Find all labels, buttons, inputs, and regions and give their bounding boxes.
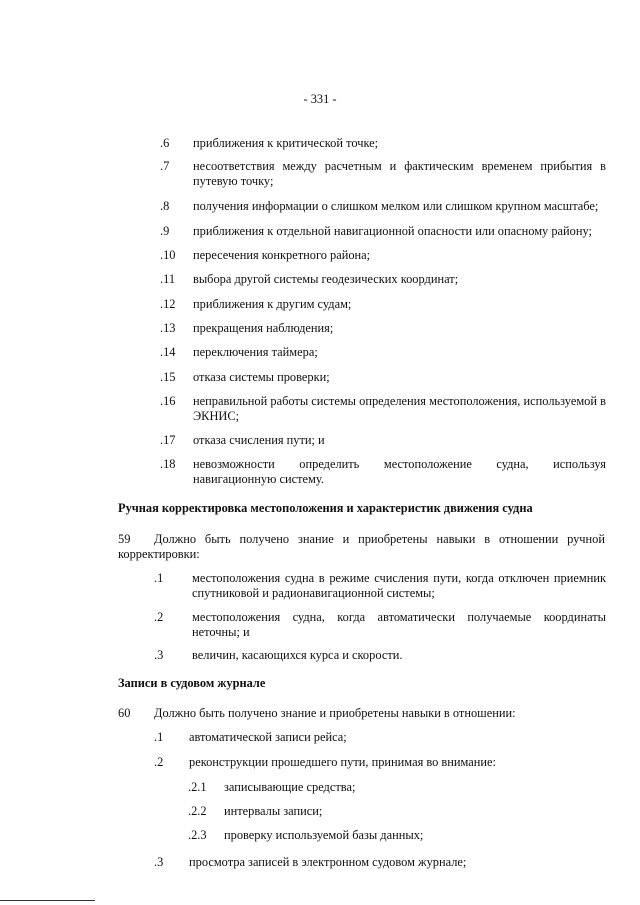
item-text: местоположения судна, когда автоматически получаемые координаты неточны; и <box>192 610 606 639</box>
item-text: отказа счисления пути; и <box>193 433 325 447</box>
item-number: .2 <box>154 755 164 769</box>
item-number: .10 <box>160 248 176 262</box>
item-text: получения информации о слишком мелком или слишком крупном масштабе; <box>193 199 599 213</box>
item-number: .12 <box>160 297 176 311</box>
item-text: пересечения конкретного района; <box>193 248 371 262</box>
item-text: неправильной работы системы определения местоположения, используемой в ЭКНИС; <box>193 394 606 423</box>
item-number: .8 <box>160 199 170 213</box>
item-number: .15 <box>160 370 176 384</box>
section-heading: Записи в судовом журнале <box>118 676 266 690</box>
item-number: .13 <box>160 321 176 335</box>
item-number: .1 <box>154 571 164 585</box>
item-number: .17 <box>160 433 176 447</box>
paragraph-text: Должно быть получено знание и приобретены навыки в отношении ручной корректировки: <box>118 532 605 561</box>
item-text: выбора другой системы геодезических координат; <box>193 272 459 286</box>
item-text: реконструкции прошедшего пути, принимая во внимание: <box>189 755 496 769</box>
item-number: .16 <box>160 394 176 408</box>
item-text: переключения таймера; <box>193 345 318 359</box>
item-text: величин, касающихся курса и скорости. <box>192 648 403 662</box>
item-number: .18 <box>160 457 176 471</box>
paragraph-60 <box>118 706 605 721</box>
item-text: прекращения наблюдения; <box>193 321 334 335</box>
item-text: просмотра записей в электронном судовом журнале; <box>189 855 467 869</box>
item-number: .6 <box>160 136 170 150</box>
item-number: .3 <box>154 855 164 869</box>
item-text: автоматической записи рейса; <box>189 730 347 744</box>
item-number: .2.1 <box>188 780 207 794</box>
section-heading: Ручная корректировка местоположения и характеристик движения судна <box>118 501 533 515</box>
item-text: несоответствия между расчетным и фактическим временем прибытия в путевую точку; <box>193 159 606 188</box>
item-text: приближения к отдельной навигационной опасности или опасному району; <box>193 224 592 238</box>
paragraph-number: 60 <box>118 706 131 720</box>
item-number: .1 <box>154 730 164 744</box>
item-text: интервалы записи; <box>224 804 323 818</box>
item-number: .2 <box>154 610 164 624</box>
item-number: .9 <box>160 224 170 238</box>
paragraph-text: Должно быть получено знание и приобретены навыки в отношении: <box>154 706 516 720</box>
item-number: .11 <box>160 272 176 286</box>
footnote-rule <box>0 900 95 901</box>
item-number: .2.3 <box>188 828 207 842</box>
item-text: записывающие средства; <box>224 780 356 794</box>
item-number: .14 <box>160 345 176 359</box>
item-text: проверку используемой базы данных; <box>224 828 424 842</box>
item-number: .7 <box>160 159 170 173</box>
item-text: приближения к критической точке; <box>193 136 379 150</box>
paragraph-number: 59 <box>118 532 131 546</box>
item-number: .3 <box>154 648 164 662</box>
item-text: приближения к другим судам; <box>193 297 352 311</box>
page-number: - 331 - <box>303 92 337 106</box>
item-number: .2.2 <box>188 804 207 818</box>
item-text: невозможности определить местоположение судна, используя навигационную систему. <box>193 457 606 486</box>
item-text: отказа системы проверки; <box>193 370 330 384</box>
item-text: местоположения судна в режиме счисления пути, когда отключен приемник спутниковой и радионавигационной системы; <box>192 571 606 600</box>
paragraph-59 <box>118 532 605 562</box>
